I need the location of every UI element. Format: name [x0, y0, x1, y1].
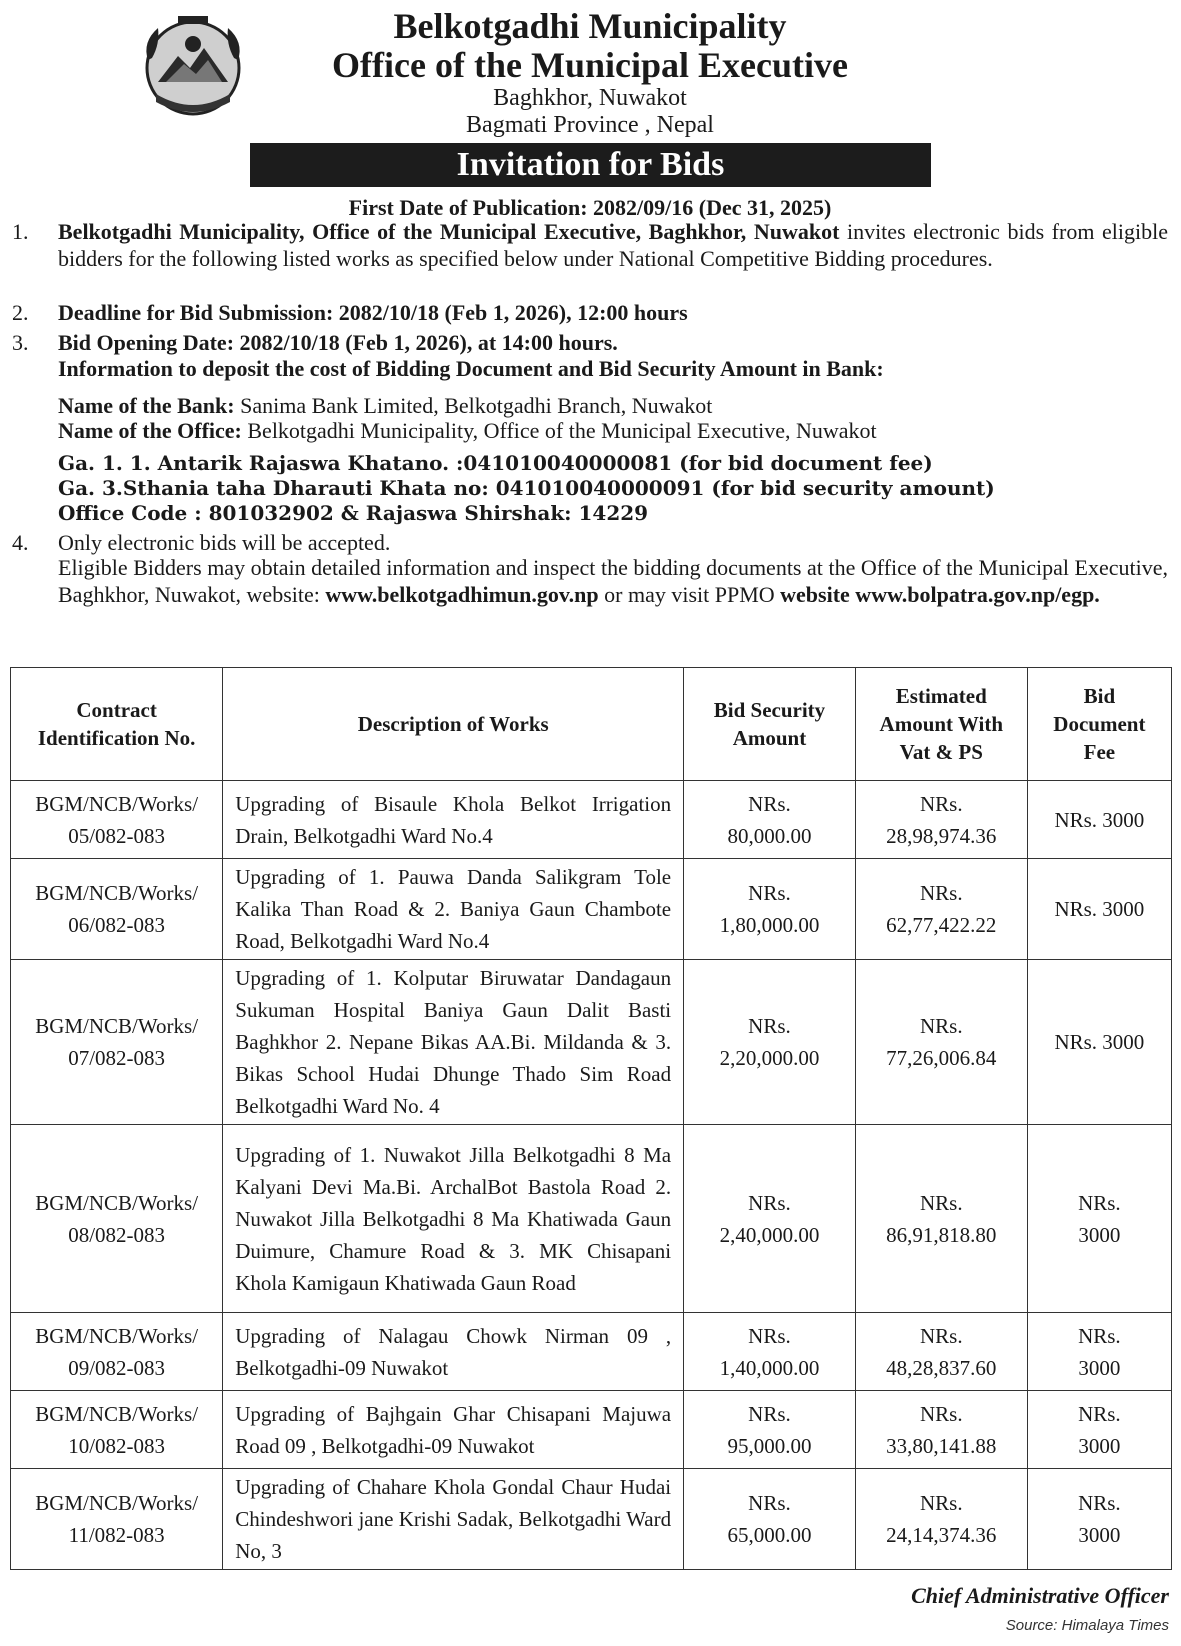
item-number: 4. [12, 530, 29, 555]
bank-name-value: Sanima Bank Limited, Belkotgadhi Branch, Nuwakot [234, 393, 713, 418]
fee-value: 3000 [1078, 1222, 1121, 1247]
cell-description: Upgrading of Nalagau Chowk Nirman 09 , Belkotgadhi-09 Nuwakot [223, 1313, 684, 1391]
col-header-description: Description of Works [223, 668, 684, 781]
cell-estimated-amount [855, 781, 1027, 859]
header-text: Bid Document [1053, 684, 1146, 736]
contract-id-part: 11/082-083 [68, 1523, 165, 1547]
office-name-label: Name of the Office: [58, 418, 242, 443]
electronic-bids-note: Only electronic bids will be accepted. [58, 530, 391, 555]
cell-doc-fee [1027, 1469, 1171, 1570]
item-number: 3. [12, 330, 29, 355]
table-header-row [11, 668, 1172, 781]
cell-description: Upgrading of 1. Kolputar Biruwatar Dandagaun Sukuman Hospital Baniya Gaun Dalit Basti Baghkhor 2. Nepane Bikas AA.Bi. Mildanda & 3. Bikas School Hudai Dhunge Thado Sim Road Belkotgadhi Ward No. 4 [223, 960, 684, 1125]
cell-bid-security [684, 1125, 856, 1313]
bid-opening-date: Bid Opening Date: 2082/10/18 (Feb 1, 2026), at 14:00 hours. [58, 330, 618, 355]
office-name: Office of the Municipal Executive [332, 45, 848, 85]
currency-label: NRs. [919, 1323, 963, 1348]
office-code-line: Office Code : 801032902 & Rajaswa Shirshak: 14229 [58, 501, 649, 525]
col-header-doc-fee [1027, 668, 1171, 781]
item-1-text [58, 218, 1168, 272]
cell-bid-security [684, 1391, 856, 1469]
office-name-value: Belkotgadhi Municipality, Office of the Municipal Executive, Nuwakot [241, 418, 877, 443]
currency-label: NRs. [919, 1401, 963, 1426]
cell-doc-fee [1027, 1391, 1171, 1469]
contract-id-part: BGM/NCB/Works/ [35, 881, 199, 905]
eligibility-text: Eligible Bidders may obtain detailed information and inspect the bidding documents at the Office of the Municipal Executive, Baghkhor, Nuwakot, website: [58, 555, 1168, 607]
currency-label: NRs. [919, 1014, 963, 1038]
cell-estimated-amount [855, 1125, 1027, 1313]
col-header-bid-security: Bid Security Amount [684, 668, 856, 781]
currency-label: NRs. [748, 791, 791, 816]
contract-id-part: BGM/NCB/Works/ [35, 1014, 199, 1038]
notice-title-banner: Invitation for Bids [250, 143, 931, 187]
cell-bid-security [684, 859, 856, 960]
contract-id-part: 10/082-083 [68, 1433, 166, 1458]
fee-value: NRs. 3000 [1054, 807, 1145, 832]
currency-label: NRs. [919, 1190, 963, 1215]
contract-id-part: BGM/NCB/Works/ [35, 1323, 199, 1348]
amount-value: 77,26,006.84 [886, 1046, 997, 1070]
cell-doc-fee [1027, 781, 1171, 859]
cell-contract-id [11, 1391, 223, 1469]
bank-name-line [58, 392, 1168, 419]
cell-bid-security [684, 781, 856, 859]
cell-description: Upgrading of Bisaule Khola Belkot Irrigation Drain, Belkotgadhi Ward No.4 [223, 781, 684, 859]
amount-value: 2,40,000.00 [719, 1222, 820, 1247]
cell-description: Upgrading of 1. Nuwakot Jilla Belkotgadhi 8 Ma Kalyani Devi Ma.Bi. ArchalBot Bastola Road 2. Nuwakot Jilla Belkotgadhi 8 Ma Khatiwada Gaun Duimure, Chamure Road & 3. MK Chisapani Khola Kamigaun Khatiwada Gaun Road [223, 1125, 684, 1313]
address-line-1: Baghkhor, Nuwakot [493, 85, 687, 111]
amount-value: 33,80,141.88 [886, 1433, 997, 1458]
contract-id-part: BGM/NCB/Works/ [35, 1190, 199, 1215]
cell-estimated-amount [855, 859, 1027, 960]
currency-label: NRs. [748, 1323, 791, 1348]
fee-value: NRs. [1078, 1323, 1121, 1348]
amount-value: 65,000.00 [727, 1523, 812, 1547]
amount-value: 62,77,422.22 [886, 913, 997, 937]
cell-contract-id [11, 1313, 223, 1391]
ppmo-website-link[interactable]: website www.bolpatra.gov.np/egp. [780, 582, 1100, 607]
cell-contract-id [11, 859, 223, 960]
contract-id-part: BGM/NCB/Works/ [35, 791, 199, 816]
table-row [11, 781, 1172, 859]
cell-contract-id [11, 1469, 223, 1570]
currency-label: NRs. [748, 881, 791, 905]
cell-bid-security [684, 960, 856, 1125]
contract-id-part: BGM/NCB/Works/ [35, 1491, 199, 1515]
cell-contract-id [11, 960, 223, 1125]
item-number: 2. [12, 300, 29, 325]
header-text: Identification No. [37, 726, 196, 750]
eligibility-text-2: or may visit PPMO [598, 582, 781, 607]
cell-bid-security [684, 1469, 856, 1570]
cell-doc-fee [1027, 859, 1171, 960]
fee-value: NRs. 3000 [1054, 897, 1145, 921]
currency-label: NRs. [919, 1491, 963, 1515]
col-header-contract-id [11, 668, 223, 781]
currency-label: NRs. [919, 791, 963, 816]
amount-value: 28,98,974.36 [886, 823, 997, 848]
address-line-2: Bagmati Province , Nepal [466, 112, 714, 138]
fee-value: NRs. [1078, 1401, 1121, 1426]
contract-id-part: BGM/NCB/Works/ [35, 1401, 199, 1426]
source-credit: Source: Himalaya Times [1005, 1617, 1169, 1634]
bank-info-heading: Information to deposit the cost of Bidding Document and Bid Security Amount in Bank: [58, 356, 884, 381]
publication-date: First Date of Publication: 2082/09/16 (Dec 31, 2025) [348, 195, 832, 220]
amount-value: 48,28,837.60 [886, 1355, 997, 1380]
table-row [11, 1313, 1172, 1391]
cell-contract-id [11, 1125, 223, 1313]
fee-value: NRs. [1078, 1491, 1121, 1515]
cell-estimated-amount [855, 960, 1027, 1125]
amount-value: 86,91,818.80 [886, 1222, 997, 1247]
municipality-website-link[interactable]: www.belkotgadhimun.gov.np [325, 582, 599, 607]
signature: Chief Administrative Officer [911, 1583, 1169, 1608]
eligibility-paragraph [58, 554, 1168, 608]
cell-description: Upgrading of 1. Pauwa Danda Salikgram Tole Kalika Than Road & 2. Baniya Gaun Chambote Road, Belkotgadhi Ward No.4 [223, 859, 684, 960]
fee-value: NRs. [1078, 1190, 1121, 1215]
fee-value: 3000 [1078, 1523, 1121, 1547]
table-row [11, 1391, 1172, 1469]
cell-estimated-amount [855, 1469, 1027, 1570]
cell-estimated-amount [855, 1313, 1027, 1391]
cell-doc-fee [1027, 1313, 1171, 1391]
currency-label: NRs. [748, 1491, 791, 1515]
bid-deadline: Deadline for Bid Submission: 2082/10/18 (Feb 1, 2026), 12:00 hours [58, 300, 688, 325]
contract-id-part: 08/082-083 [68, 1222, 166, 1247]
amount-value: 95,000.00 [727, 1433, 812, 1458]
cell-estimated-amount [855, 1391, 1027, 1469]
cell-doc-fee [1027, 960, 1171, 1125]
nepal-emblem-icon [138, 12, 248, 120]
table-row [11, 859, 1172, 960]
cell-contract-id [11, 781, 223, 859]
cell-doc-fee [1027, 1125, 1171, 1313]
currency-label: NRs. [748, 1401, 791, 1426]
currency-label: NRs. [919, 881, 963, 905]
works-table [10, 667, 1172, 1570]
municipality-name: Belkotgadhi Municipality [393, 6, 787, 46]
item-1-bold: Belkotgadhi Municipality, Office of the Municipal Executive, Baghkhor, Nuwakot [58, 219, 840, 244]
header-text: Fee [1083, 740, 1116, 764]
contract-id-part: 07/082-083 [68, 1046, 166, 1070]
cell-description: Upgrading of Chahare Khola Gondal Chaur Hudai Chindeshwori jane Krishi Sadak, Belkotgadhi Ward No, 3 [223, 1469, 684, 1570]
account-security-line: Ga. 3.Sthania taha Dharauti Khata no: 041010040000091 (for bid security amount) [58, 476, 995, 500]
fee-value: 3000 [1078, 1433, 1121, 1458]
amount-value: 2,20,000.00 [719, 1046, 820, 1070]
contract-id-part: 09/082-083 [68, 1355, 166, 1380]
office-name-line [58, 417, 1168, 444]
contract-id-part: 05/082-083 [68, 823, 166, 848]
amount-value: 24,14,374.36 [886, 1523, 997, 1547]
table-row [11, 1469, 1172, 1570]
bank-name-label: Name of the Bank: [58, 393, 235, 418]
fee-value: NRs. 3000 [1054, 1030, 1145, 1054]
item-number: 1. [12, 219, 29, 244]
cell-description: Upgrading of Bajhgain Ghar Chisapani Majuwa Road 09 , Belkotgadhi-09 Nuwakot [223, 1391, 684, 1469]
fee-value: 3000 [1078, 1355, 1121, 1380]
amount-value: 1,40,000.00 [719, 1355, 820, 1380]
col-header-estimated-amount: Estimated Amount With Vat & PS [855, 668, 1027, 781]
cell-bid-security [684, 1313, 856, 1391]
amount-value: 80,000.00 [727, 823, 812, 848]
header-text: Contract [76, 698, 157, 722]
item-1-rest: invites electronic bids from eligible bidders for the following listed works as specified below under National Competitive Bidding procedures. [58, 219, 1168, 271]
table-row [11, 960, 1172, 1125]
currency-label: NRs. [748, 1014, 791, 1038]
contract-id-part: 06/082-083 [68, 913, 166, 937]
currency-label: NRs. [748, 1190, 791, 1215]
account-fee-line: Ga. 1. 1. Antarik Rajaswa Khatano. :041010040000081 (for bid document fee) [58, 451, 933, 475]
table-row [11, 1125, 1172, 1313]
amount-value: 1,80,000.00 [719, 913, 820, 937]
